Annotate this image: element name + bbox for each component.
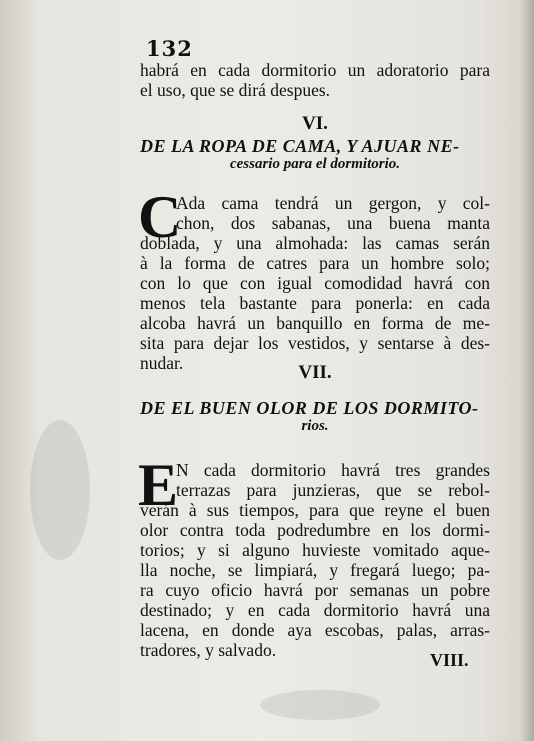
text-line: destinado; y en cada dormitorio havrá una: [140, 600, 490, 620]
section-heading-continuation: cessario para el dormitorio.: [229, 156, 400, 172]
text-line: lla noche, se limpiará, y fregará luego; pa-: [140, 560, 490, 580]
text-line: menos tela bastante para ponerla: en cada: [140, 293, 490, 313]
text-line: alcoba havrá un banquillo en forma de me-: [140, 313, 490, 333]
drop-capital: E: [138, 452, 179, 518]
text-line: doblada, y una almohada: las camas serán: [140, 233, 490, 253]
text-line: verán à sus tiempos, para que reyne el buen: [140, 500, 490, 520]
text-line: terrazas para junzieras, que se rebol-: [176, 480, 490, 500]
text-line: habrá en cada dormitorio un adoratorio para: [140, 60, 490, 80]
section-heading-continuation: rios.: [301, 418, 329, 434]
text-line: el uso, que se dirá despues.: [140, 80, 331, 100]
text-line: nudar.: [140, 353, 184, 373]
text-line: torios; y si alguno huvieste vomitado aque-: [140, 540, 490, 560]
text-line: Ada cama tendrá un gergon, y col-: [176, 193, 490, 213]
section-heading: DE EL BUEN OLOR DE LOS DORMITO-: [140, 398, 479, 418]
text-line: ra cuyo oficio havrá por semanas un pobre: [140, 580, 490, 600]
text-line: olor contra toda podredumbre en los dormi-: [140, 520, 490, 540]
section-number: VII.: [298, 362, 332, 383]
page-edge-shadow: [520, 0, 534, 741]
text-line: lacena, en donde aya escobas, palas, arras-: [140, 620, 490, 640]
section-number: VI.: [302, 113, 328, 134]
text-line: chon, dos sabanas, una buena manta: [176, 213, 490, 233]
text-line: sita para dejar los vestidos, y sentarse à des-: [140, 333, 490, 353]
page-number: 132: [146, 36, 193, 61]
catchword: VIII.: [430, 650, 469, 670]
text-line: con lo que con igual comodidad havrá con: [140, 273, 490, 293]
page-stain: [260, 690, 380, 720]
drop-capital: C: [138, 184, 182, 250]
text-line: tradores, y salvado.: [140, 640, 277, 660]
text-line: à la forma de catres para un hombre solo;: [140, 253, 490, 273]
text-line: N cada dormitorio havrá tres grandes: [176, 460, 490, 480]
section-heading: DE LA ROPA DE CAMA, Y AJUAR NE-: [140, 136, 460, 156]
page-stain: [30, 420, 90, 560]
